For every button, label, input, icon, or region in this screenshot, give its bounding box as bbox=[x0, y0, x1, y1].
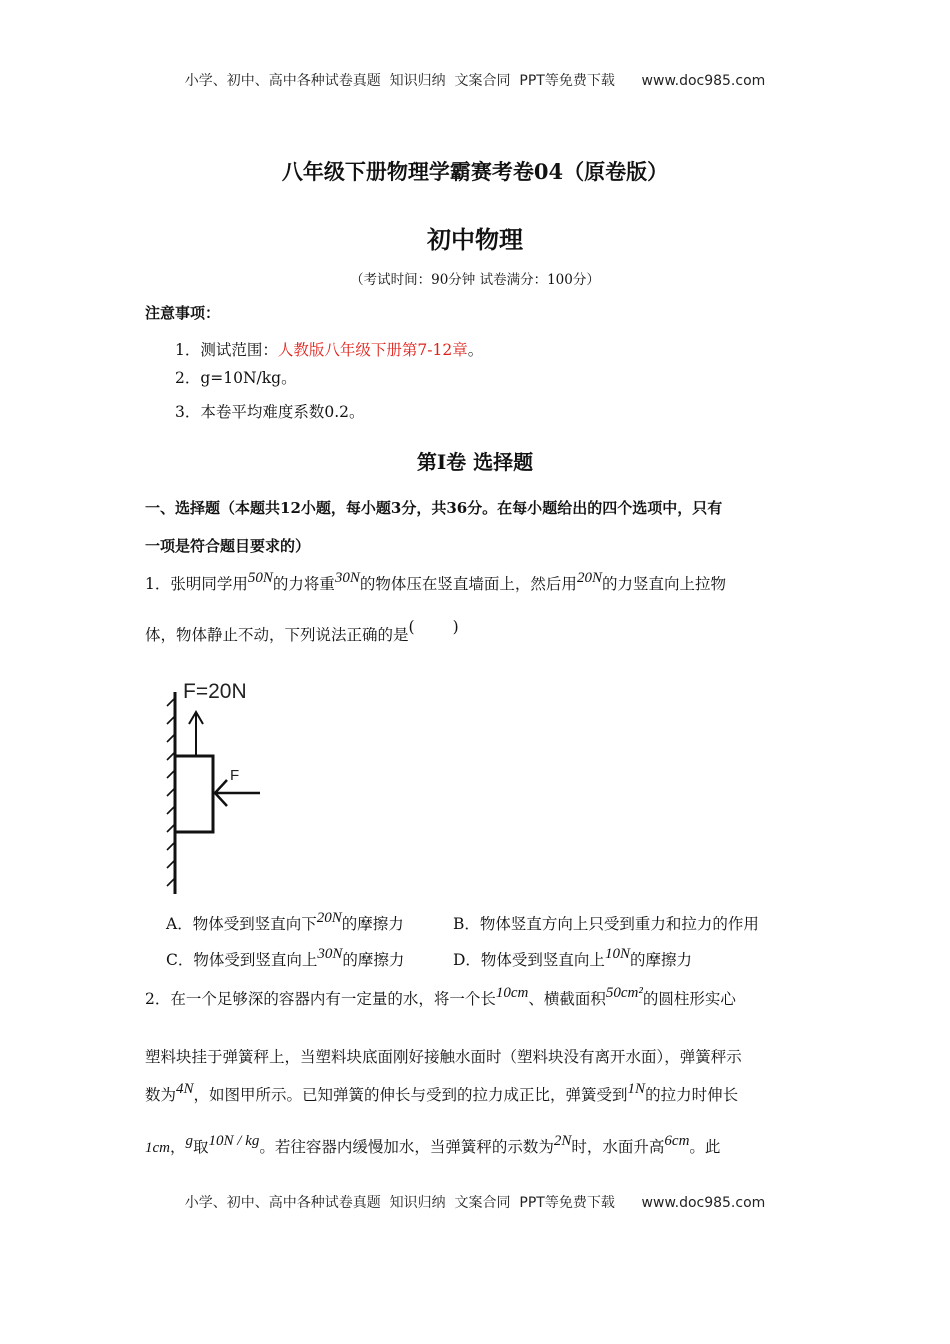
q1-text-line2: 体，物体静止不动，下列说法正确的是 bbox=[145, 626, 409, 644]
q2-text-3c: 的拉力时伸长 bbox=[645, 1086, 739, 1104]
note-1-end: 。 bbox=[467, 341, 484, 359]
q2-math-10cm: 10cm bbox=[495, 985, 529, 1001]
q1-option-d[interactable] bbox=[453, 948, 692, 970]
q2-text-4d: 时，水面升高 bbox=[571, 1138, 665, 1156]
document-subtitle: 初中物理 bbox=[427, 226, 523, 254]
force-up-label: F=20N bbox=[183, 680, 247, 703]
note-1 bbox=[175, 338, 483, 360]
q1-math-50n: 50N bbox=[247, 570, 273, 586]
header-site-link[interactable]: www.doc985.com bbox=[641, 73, 766, 89]
footer-site-link[interactable]: www.doc985.com bbox=[641, 1195, 766, 1211]
q2-math-1cm: 1cm bbox=[145, 1140, 170, 1156]
q1-option-a-post: 的摩擦力 bbox=[341, 915, 404, 933]
q1-figure bbox=[155, 672, 285, 897]
exam-info: （考试时间：90分钟 试卷满分：100分） bbox=[350, 272, 600, 288]
force-side-label: F bbox=[230, 767, 240, 784]
q1-option-a[interactable] bbox=[166, 912, 404, 934]
q1-answer-paren-close: ) bbox=[452, 618, 459, 636]
q1-text-c: 的物体压在竖直墙面上，然后用 bbox=[359, 575, 577, 593]
q2-text-1a: 2．在一个足够深的容器内有一定量的水，将一个长 bbox=[145, 990, 496, 1008]
q2-math-6cm: 6cm bbox=[664, 1133, 690, 1149]
q2-text-1b: 、横截面积 bbox=[528, 990, 606, 1008]
page-header bbox=[0, 70, 950, 90]
q2-math-2n: 2N bbox=[553, 1133, 572, 1149]
note-1-range: 人教版八年级下册第7-12章 bbox=[277, 341, 468, 359]
q2-math-1n: 1N bbox=[627, 1081, 646, 1097]
note-3: 3．本卷平均难度系数0.2。 bbox=[175, 403, 365, 421]
q2-math-50cm2: 50cm² bbox=[605, 985, 643, 1001]
q2-text-4c: 。若往容器内缓慢加水，当弹簧秤的示数为 bbox=[259, 1138, 554, 1156]
section-title: 第Ⅰ卷 选择题 bbox=[416, 450, 534, 474]
q1-line-2 bbox=[145, 618, 459, 645]
q2-line-3 bbox=[145, 1083, 738, 1105]
force-up-arrow bbox=[189, 712, 203, 756]
q2-math-10n-kg: 10N / kg bbox=[208, 1133, 260, 1149]
q2-text-4b: 取 bbox=[193, 1138, 209, 1156]
q1-option-d-pre: D．物体受到竖直向上 bbox=[453, 951, 605, 969]
q2-line-4 bbox=[145, 1135, 720, 1157]
q2-text-3b: ，如图甲所示。已知弹簧的伸长与受到的拉力成正比，弹簧受到 bbox=[193, 1086, 628, 1104]
q1-text-d: 的力竖直向上拉物 bbox=[601, 575, 726, 593]
q1-option-a-pre: A．物体受到竖直向下 bbox=[166, 915, 317, 933]
document-title: 八年级下册物理学霸赛考卷04（原卷版） bbox=[281, 159, 669, 184]
q2-text-4a: ， bbox=[170, 1138, 186, 1156]
q2-line-1 bbox=[145, 987, 736, 1009]
header-text: 小学、初中、高中各种试卷真题 知识归纳 文案合同 PPT等免费下载 bbox=[184, 73, 615, 89]
q1-text-a: 1．张明同学用 bbox=[145, 575, 248, 593]
q1-option-d-post: 的摩擦力 bbox=[629, 951, 692, 969]
note-1-prefix: 1．测试范围： bbox=[175, 341, 278, 359]
q2-math-4n: 4N bbox=[176, 1081, 194, 1097]
q1-option-c-math: 30N bbox=[317, 946, 343, 962]
q1-answer-paren-open: ( bbox=[408, 618, 415, 636]
q1-option-d-math: 10N bbox=[604, 946, 630, 962]
q1-line-1 bbox=[145, 572, 726, 594]
q2-text-3a: 数为 bbox=[145, 1086, 177, 1104]
q1-math-30n: 30N bbox=[334, 570, 360, 586]
q1-option-c-pre: C．物体受到竖直向上 bbox=[166, 951, 318, 969]
page-footer bbox=[0, 1192, 950, 1212]
q1-text-b: 的力将重 bbox=[272, 575, 335, 593]
q1-option-a-math: 20N bbox=[316, 910, 342, 926]
q2-line-2: 塑料块挂于弹簧秤上，当塑料块底面刚好接触水面时（塑料块没有离开水面），弹簧秤示 bbox=[145, 1048, 742, 1066]
part-one-line-2: 一项是符合题目要求的） bbox=[145, 537, 311, 555]
block bbox=[175, 756, 213, 832]
q1-option-c[interactable] bbox=[166, 948, 404, 970]
q1-option-b[interactable]: B．物体竖直方向上只受到重力和拉力的作用 bbox=[453, 915, 759, 933]
q1-option-c-post: 的摩擦力 bbox=[342, 951, 405, 969]
q2-text-4e: 。此 bbox=[689, 1138, 721, 1156]
part-one-line-1: 一、选择题（本题共12小题，每小题3分，共36分。在每小题给出的四个选项中，只有 bbox=[145, 499, 723, 517]
q2-math-g: g bbox=[185, 1133, 194, 1149]
footer-text: 小学、初中、高中各种试卷真题 知识归纳 文案合同 PPT等免费下载 bbox=[184, 1195, 615, 1211]
q1-math-20n: 20N bbox=[576, 570, 602, 586]
notes-heading: 注意事项： bbox=[145, 304, 221, 322]
q2-text-1c: 的圆柱形实心 bbox=[642, 990, 736, 1008]
note-2: 2．g=10N/kg。 bbox=[175, 369, 297, 387]
